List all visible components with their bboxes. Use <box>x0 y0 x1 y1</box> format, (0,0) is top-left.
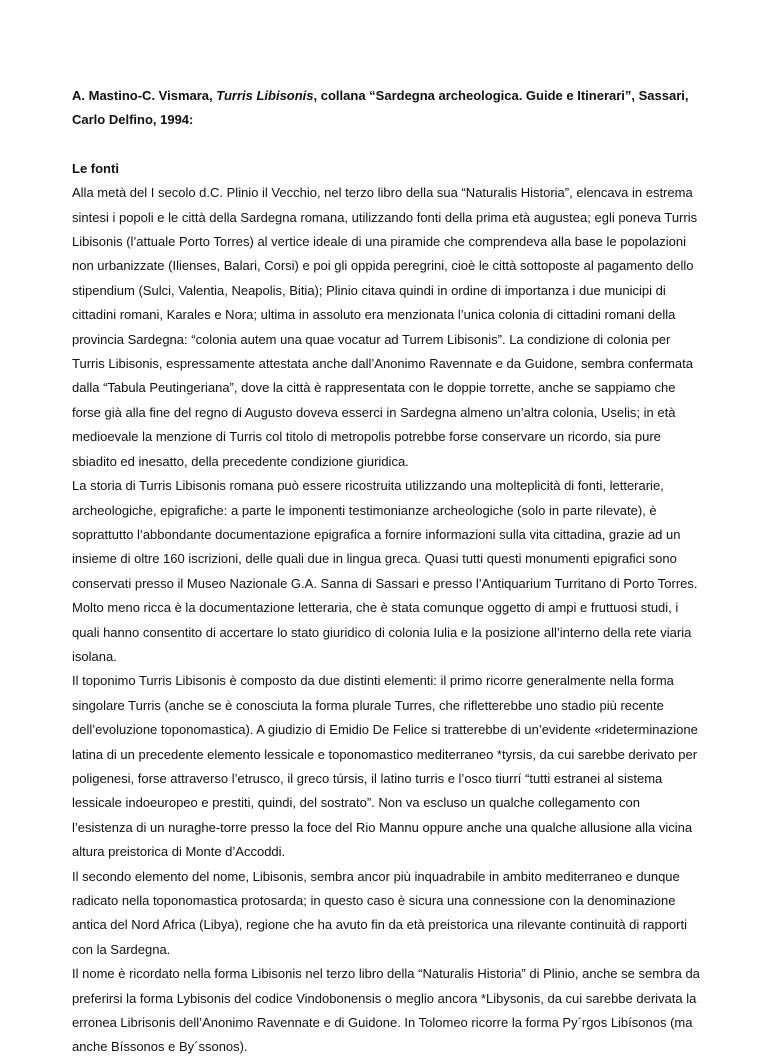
heading-publication: , collana “Sardegna archeologica. Guide e Itinerari”, Sassari, Carlo Delfino, 1994: <box>72 88 689 128</box>
document-heading <box>72 84 704 133</box>
heading-authors: A. Mastino-C. Vismara, <box>72 88 217 103</box>
section-title: Le fonti <box>72 160 119 176</box>
paragraph-6: Il nome è ricordato nella forma Libisonis nel terzo libro della “Naturalis Historia” di Plinio, anche se sembra da preferirsi la forma Lybisonis del codice Vindobonensis o meglio ancora *Libysonis, da cui sarebbe derivata la erronea Librisonis dell’Anonimo Ravennate e di Guidone. In Tolomeo ricorre la forma Py´rgos Libísonos (ma anche Bíssonos e By´ssonos). <box>72 966 700 1055</box>
paragraph-4: Il toponimo Turris Libisonis è composto da due distinti elementi: il primo ricorre generalmente nella forma singolare Turris (anche se è conosciuta la forma plurale Turres, che rifletterebbe uno stadio più recente dell’evoluzione toponomastica). A giudizio di Emidio De Felice si tratterebbe di un’evidente «rideterminazione latina di un precedente elemento lessicale e toponomastico mediterraneo *tyrsis, da cui sarebbe derivato per poligenesi, forse attraverso l’etrusco, il greco túrsis, il latino turris e l’osco tiurrí “tutti estranei al sistema lessicale indoeuropeo e prestiti, quindi, del sostrato”. Non va escluso un qualche collegamento con l’esistenza di un nuraghe-torre presso la foce del Rio Mannu oppure anche una qualche allusione alla vicina altura preistorica di Monte d’Accoddi. <box>72 673 698 860</box>
paragraph-1: Alla metà del I secolo d.C. Plinio il Vecchio, nel terzo libro della sua “Naturalis Historia”, elencava in estrema sintesi i popoli e le città della Sardegna romana, utilizzando fonti della prima età augustea; egli poneva Turris Libisonis (l’attuale Porto Torres) al vertice ideale di una piramide che comprendeva alla base le popolazioni non urbanizzate (Ilienses, Balari, Corsi) e poi gli oppida peregrini, cioè le città sottoposte al pagamento dello stipendium (Sulci, Valentia, Neapolis, Bitia); Plinio citava quindi in ordine di importanza i due municipi di cittadini romani, Karales e Nora; ultima in assoluto era menzionata l’unica colonia di cittadini romani della provincia Sardegna: “colonia autem una quae vocatur ad Turrem Libisonis”. La condizione di colonia per Turris Libisonis, espressamente attestata anche dall’Anonimo Ravennate e da Guidone, sembra confermata dalla “Tabula Peutingeriana”, dove la città è rappresentata con le doppie torrette, anche se sappiamo che forse già alla fine del regno di Augusto doveva esserci in Sardegna almeno un’altra colonia, Uselis; in età medioevale la menzione di Turris col titolo di metropolis potrebbe forse conservare un ricordo, sia pure sbiadito ed inesatto, della precedente condizione giuridica. <box>72 185 698 469</box>
heading-title: Turris Libisonis <box>216 88 314 103</box>
paragraph-2: La storia di Turris Libisonis romana può essere ricostruita utilizzando una molteplicità di fonti, letterarie, archeologiche, epigrafiche: a parte le imponenti testimonianze archeologiche (solo in parte rilevate), è soprattutto l’abbondante documentazione epigrafica a fornire informazioni sulla vita cittadina, grazie ad un insieme di oltre 160 iscrizioni, delle quali due in lingua greca. Quasi tutti questi monumenti epigrafici sono conservati presso il Museo Nazionale G.A. Sanna di Sassari e presso l’Antiquarium Turritano di Porto Torres. <box>72 478 698 591</box>
paragraph-5: Il secondo elemento del nome, Libisonis, sembra ancor più inquadrabile in ambito mediterraneo e dunque radicato nella toponomastica protosarda; in questo caso è sicura una connessione con la denominazione antica del Nord Africa (Libya), regione che ha avuto fin da età preistorica una rilevante continuità di rapporti con la Sardegna. <box>72 868 687 957</box>
paragraph-3: Molto meno ricca è la documentazione letteraria, che è stata comunque oggetto di ampi e fruttuosi studi, i quali hanno consentito di accertare lo stato giuridico di colonia Iulia e la posizione all’interno della rete viaria isolana. <box>72 600 692 664</box>
document-page <box>72 84 704 1060</box>
